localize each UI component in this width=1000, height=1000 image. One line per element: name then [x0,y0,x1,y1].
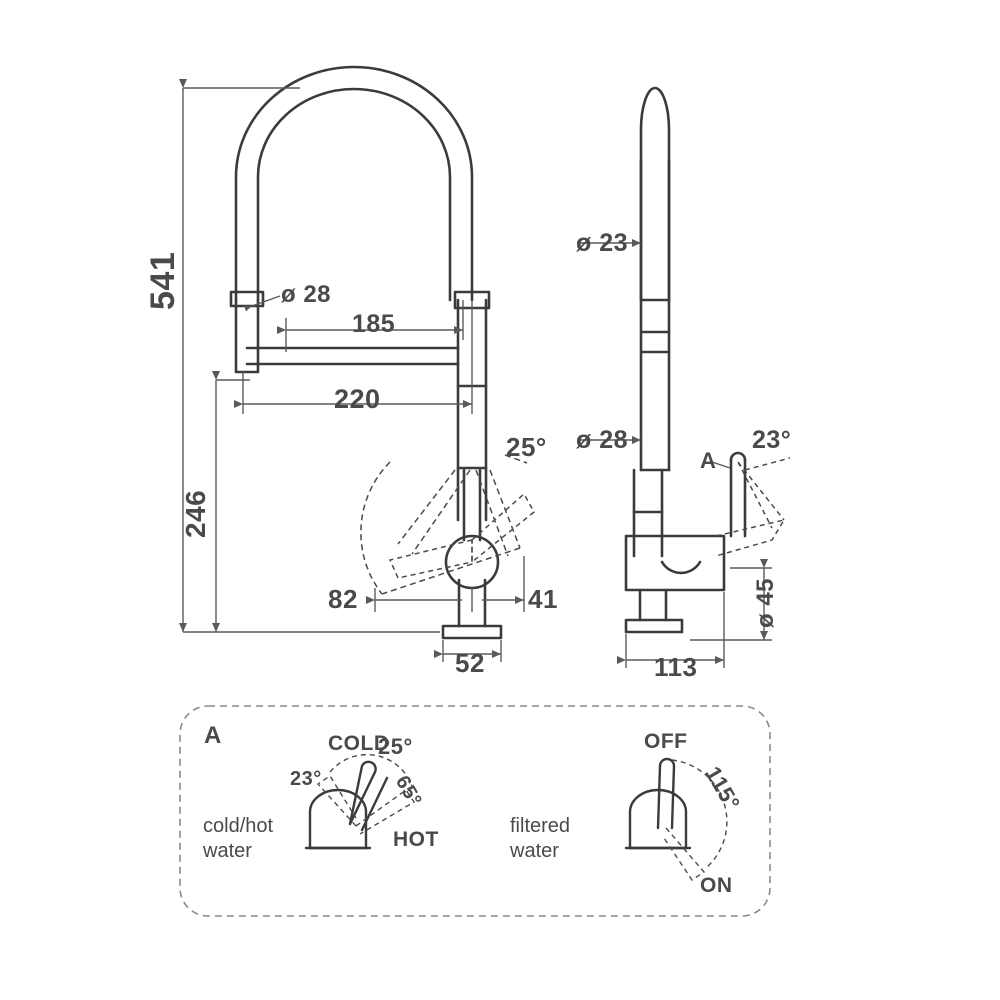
detail-left-caption-line1: cold/hot [203,815,274,837]
detail-left-caption-line2: water [203,840,252,862]
detail-left-label-cold: COLD [328,732,390,755]
dim-front-reach-inner: 185 [352,310,396,338]
detail-panel-marker-A: A [204,722,222,749]
detail-left-angle-right: 65° [390,772,426,811]
detail-right-label-off: OFF [644,730,688,753]
dim-front-swivel-front: 41 [528,584,558,614]
dim-side-depth-total: 113 [654,652,698,682]
detail-left-angle-left: 23° [290,768,322,790]
dim-front-height-total: 541 [144,251,182,310]
side-detail-marker-A: A [700,448,717,473]
detail-right-label-on: ON [700,874,733,897]
detail-left-angle-top: 25° [378,734,413,759]
dim-side-handle-angle: 23° [752,426,792,454]
dim-front-height-spout: 246 [180,489,211,538]
dim-front-base-width: 52 [455,648,485,678]
detail-left-label-hot: HOT [393,828,439,851]
dim-side-base-diameter: ø 45 [752,577,779,628]
detail-right-caption-line2: water [510,840,559,862]
dim-front-swivel-back: 82 [328,584,358,614]
detail-right-angle: 115° [700,762,746,815]
dim-front-handle-angle: 25° [506,432,547,462]
detail-right-caption-line1: filtered [510,815,571,837]
dim-front-diameter-spring: ø 28 [281,281,332,308]
dim-side-body-diameter: ø 28 [576,426,629,454]
dim-front-reach-outer: 220 [334,384,381,414]
dim-side-spout-diameter: ø 23 [576,229,629,257]
